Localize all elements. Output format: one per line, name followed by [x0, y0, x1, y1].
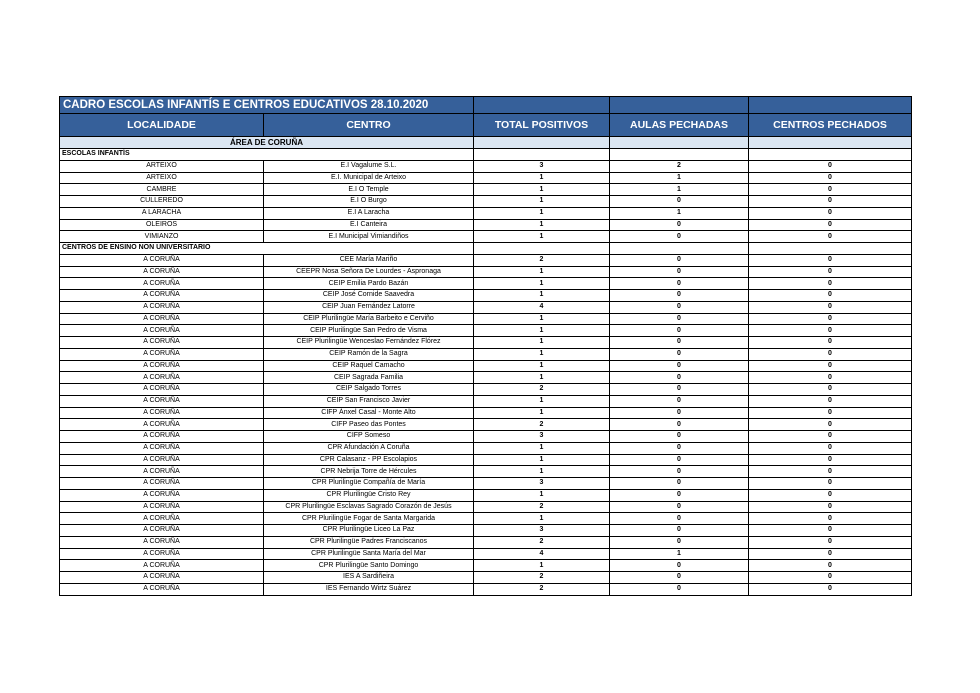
localidade-cell: A CORUÑA: [60, 254, 264, 266]
table-row: [60, 572, 912, 584]
title-blank-cell: [610, 97, 749, 114]
aulas-pechadas-cell: 0: [610, 419, 749, 431]
table-row: [60, 478, 912, 490]
section-blank-cell: [749, 243, 912, 255]
title-blank-cell: [474, 97, 610, 114]
centros-pechados-cell: 0: [749, 489, 912, 501]
total-positivos-cell: 1: [474, 348, 610, 360]
localidade-cell: A CORUÑA: [60, 536, 264, 548]
localidade-cell: A CORUÑA: [60, 348, 264, 360]
localidade-cell: A CORUÑA: [60, 583, 264, 595]
centros-pechados-cell: 0: [749, 395, 912, 407]
header-total-positivos: TOTAL POSITIVOS: [474, 114, 610, 137]
total-positivos-cell: 4: [474, 301, 610, 313]
aulas-pechadas-cell: 0: [610, 290, 749, 302]
localidade-cell: OLEIROS: [60, 219, 264, 231]
total-positivos-cell: 2: [474, 536, 610, 548]
localidade-cell: A CORUÑA: [60, 513, 264, 525]
centro-cell: CIFP Ánxel Casal - Monte Alto: [264, 407, 474, 419]
aulas-pechadas-cell: 0: [610, 325, 749, 337]
aulas-pechadas-cell: 1: [610, 207, 749, 219]
localidade-cell: A CORUÑA: [60, 384, 264, 396]
table-row: [60, 278, 912, 290]
total-positivos-cell: 1: [474, 337, 610, 349]
centro-cell: CPR Plurilingüe Cristo Rey: [264, 489, 474, 501]
centro-cell: E.I O Temple: [264, 184, 474, 196]
aulas-pechadas-cell: 0: [610, 337, 749, 349]
total-positivos-cell: 2: [474, 254, 610, 266]
table-row: [60, 548, 912, 560]
title-row: [60, 97, 912, 114]
centros-pechados-cell: 0: [749, 372, 912, 384]
centros-pechados-cell: 0: [749, 478, 912, 490]
table-row: [60, 184, 912, 196]
aulas-pechadas-cell: 0: [610, 266, 749, 278]
table-row: [60, 219, 912, 231]
table-row: [60, 325, 912, 337]
table-row: [60, 454, 912, 466]
total-positivos-cell: 3: [474, 525, 610, 537]
centro-cell: CEIP Plurilingüe Wenceslao Fernández Flórez: [264, 337, 474, 349]
total-positivos-cell: 1: [474, 325, 610, 337]
aulas-pechadas-cell: 0: [610, 454, 749, 466]
centro-cell: CEEPR Nosa Señora De Lourdes - Aspronaga: [264, 266, 474, 278]
total-positivos-cell: 1: [474, 489, 610, 501]
aulas-pechadas-cell: 0: [610, 313, 749, 325]
total-positivos-cell: 1: [474, 219, 610, 231]
localidade-cell: A CORUÑA: [60, 360, 264, 372]
centros-pechados-cell: 0: [749, 348, 912, 360]
total-positivos-cell: 1: [474, 407, 610, 419]
centro-cell: CPR Plurilingüe Santa María del Mar: [264, 548, 474, 560]
aulas-pechadas-cell: 1: [610, 548, 749, 560]
centros-pechados-cell: 0: [749, 548, 912, 560]
table-row: [60, 196, 912, 208]
centros-pechados-cell: 0: [749, 560, 912, 572]
table-row: [60, 160, 912, 172]
aulas-pechadas-cell: 0: [610, 384, 749, 396]
header-aulas-pechadas: AULAS PECHADAS: [610, 114, 749, 137]
aulas-pechadas-cell: 2: [610, 160, 749, 172]
centro-cell: E.I Vagalume S.L.: [264, 160, 474, 172]
centros-pechados-cell: 0: [749, 419, 912, 431]
localidade-cell: A CORUÑA: [60, 337, 264, 349]
table-row: [60, 254, 912, 266]
centro-cell: CEIP Sagrada Familia: [264, 372, 474, 384]
total-positivos-cell: 1: [474, 196, 610, 208]
table-row: [60, 536, 912, 548]
table-row: [60, 301, 912, 313]
area-row: [60, 137, 912, 149]
title-blank-cell: [749, 97, 912, 114]
centros-pechados-cell: 0: [749, 184, 912, 196]
table-row: [60, 466, 912, 478]
centro-cell: CPR Nebrija Torre de Hércules: [264, 466, 474, 478]
localidade-cell: A CORUÑA: [60, 395, 264, 407]
total-positivos-cell: 1: [474, 184, 610, 196]
centros-pechados-cell: 0: [749, 207, 912, 219]
centro-cell: CEE María Mariño: [264, 254, 474, 266]
aulas-pechadas-cell: 1: [610, 172, 749, 184]
aulas-pechadas-cell: 0: [610, 442, 749, 454]
centro-cell: E.I Canteira: [264, 219, 474, 231]
centros-pechados-cell: 0: [749, 219, 912, 231]
localidade-cell: A CORUÑA: [60, 325, 264, 337]
centro-cell: CEIP Plurilingüe San Pedro de Visma: [264, 325, 474, 337]
centros-pechados-cell: 0: [749, 266, 912, 278]
centro-cell: CEIP Raquel Camacho: [264, 360, 474, 372]
section-header-row: [60, 149, 912, 161]
table-row: [60, 231, 912, 243]
localidade-cell: A CORUÑA: [60, 525, 264, 537]
aulas-pechadas-cell: 0: [610, 360, 749, 372]
centros-pechados-cell: 0: [749, 313, 912, 325]
centro-cell: CEIP José Cornide Saavedra: [264, 290, 474, 302]
centros-pechados-cell: 0: [749, 454, 912, 466]
aulas-pechadas-cell: 0: [610, 348, 749, 360]
aulas-pechadas-cell: 0: [610, 196, 749, 208]
centro-cell: IES Fernando Wirtz Suárez: [264, 583, 474, 595]
table-row: [60, 419, 912, 431]
centro-cell: E.I. Municipal de Arteixo: [264, 172, 474, 184]
total-positivos-cell: 1: [474, 442, 610, 454]
localidade-cell: A CORUÑA: [60, 489, 264, 501]
total-positivos-cell: 2: [474, 572, 610, 584]
total-positivos-cell: 1: [474, 266, 610, 278]
centro-cell: CEIP Salgado Torres: [264, 384, 474, 396]
total-positivos-cell: 2: [474, 501, 610, 513]
aulas-pechadas-cell: 0: [610, 572, 749, 584]
centros-pechados-cell: 0: [749, 501, 912, 513]
area-blank-cell: [474, 137, 610, 149]
section-blank-cell: [474, 243, 610, 255]
total-positivos-cell: 1: [474, 395, 610, 407]
centros-pechados-cell: 0: [749, 572, 912, 584]
table-row: [60, 290, 912, 302]
centro-cell: E.I A Laracha: [264, 207, 474, 219]
total-positivos-cell: 1: [474, 513, 610, 525]
centro-cell: CPR Plurilingüe Compañía de María: [264, 478, 474, 490]
localidade-cell: A LARACHA: [60, 207, 264, 219]
table-row: [60, 372, 912, 384]
section-blank-cell: [474, 149, 610, 161]
centros-pechados-cell: 0: [749, 583, 912, 595]
centros-pechados-cell: 0: [749, 196, 912, 208]
section-blank-cell: [749, 149, 912, 161]
table-row: [60, 266, 912, 278]
table-row: [60, 337, 912, 349]
total-positivos-cell: 1: [474, 560, 610, 572]
table-row: [60, 489, 912, 501]
table-row: [60, 207, 912, 219]
section-title: CENTROS DE ENSINO NON UNIVERSITARIO: [60, 243, 474, 255]
centros-pechados-cell: 0: [749, 231, 912, 243]
centro-cell: CEIP Juan Fernández Latorre: [264, 301, 474, 313]
table-row: [60, 172, 912, 184]
centros-pechados-cell: 0: [749, 172, 912, 184]
centros-pechados-cell: 0: [749, 160, 912, 172]
centro-cell: CPR Plurilingüe Fogar de Santa Margarida: [264, 513, 474, 525]
aulas-pechadas-cell: 0: [610, 372, 749, 384]
aulas-pechadas-cell: 0: [610, 254, 749, 266]
aulas-pechadas-cell: 0: [610, 231, 749, 243]
centro-cell: CEIP Plurilingüe María Barbeito e Cerviño: [264, 313, 474, 325]
total-positivos-cell: 3: [474, 478, 610, 490]
localidade-cell: A CORUÑA: [60, 266, 264, 278]
table-row: [60, 501, 912, 513]
total-positivos-cell: 4: [474, 548, 610, 560]
centros-pechados-cell: 0: [749, 290, 912, 302]
centros-pechados-cell: 0: [749, 536, 912, 548]
table-row: [60, 431, 912, 443]
localidade-cell: A CORUÑA: [60, 372, 264, 384]
centro-cell: E.I Municipal Vimiandiños: [264, 231, 474, 243]
localidade-cell: ARTEIXO: [60, 160, 264, 172]
localidade-cell: A CORUÑA: [60, 548, 264, 560]
section-blank-cell: [610, 149, 749, 161]
aulas-pechadas-cell: 0: [610, 489, 749, 501]
aulas-pechadas-cell: 0: [610, 583, 749, 595]
centro-cell: CIFP Someso: [264, 431, 474, 443]
localidade-cell: A CORUÑA: [60, 560, 264, 572]
table-row: [60, 513, 912, 525]
localidade-cell: A CORUÑA: [60, 419, 264, 431]
centros-pechados-cell: 0: [749, 442, 912, 454]
total-positivos-cell: 1: [474, 313, 610, 325]
centros-pechados-cell: 0: [749, 466, 912, 478]
total-positivos-cell: 1: [474, 207, 610, 219]
centro-cell: CPR Plurilingüe Padres Franciscanos: [264, 536, 474, 548]
aulas-pechadas-cell: 1: [610, 184, 749, 196]
centros-pechados-cell: 0: [749, 407, 912, 419]
centro-cell: CIFP Paseo das Pontes: [264, 419, 474, 431]
aulas-pechadas-cell: 0: [610, 301, 749, 313]
table-row: [60, 560, 912, 572]
aulas-pechadas-cell: 0: [610, 431, 749, 443]
header-centro: CENTRO: [264, 114, 474, 137]
total-positivos-cell: 3: [474, 431, 610, 443]
table-row: [60, 525, 912, 537]
table-row: [60, 313, 912, 325]
aulas-pechadas-cell: 0: [610, 466, 749, 478]
table-row: [60, 407, 912, 419]
table-row: [60, 384, 912, 396]
total-positivos-cell: 1: [474, 466, 610, 478]
localidade-cell: A CORUÑA: [60, 466, 264, 478]
localidade-cell: A CORUÑA: [60, 431, 264, 443]
table-row: [60, 442, 912, 454]
centro-cell: CEIP San Francisco Javier: [264, 395, 474, 407]
total-positivos-cell: 2: [474, 583, 610, 595]
section-title: ESCOLAS INFANTÍS: [60, 149, 474, 161]
centro-cell: IES A Sardiñeira: [264, 572, 474, 584]
total-positivos-cell: 1: [474, 278, 610, 290]
localidade-cell: A CORUÑA: [60, 407, 264, 419]
centro-cell: CPR Calasanz - PP Escolapios: [264, 454, 474, 466]
table-row: [60, 395, 912, 407]
aulas-pechadas-cell: 0: [610, 407, 749, 419]
localidade-cell: A CORUÑA: [60, 501, 264, 513]
total-positivos-cell: 1: [474, 372, 610, 384]
centro-cell: CPR Plurilingüe Liceo La Paz: [264, 525, 474, 537]
centros-pechados-cell: 0: [749, 525, 912, 537]
schools-table: [59, 96, 912, 596]
aulas-pechadas-cell: 0: [610, 513, 749, 525]
centros-pechados-cell: 0: [749, 278, 912, 290]
header-centros-pechados: CENTROS PECHADOS: [749, 114, 912, 137]
aulas-pechadas-cell: 0: [610, 560, 749, 572]
aulas-pechadas-cell: 0: [610, 278, 749, 290]
centro-cell: CEIP Emilia Pardo Bazán: [264, 278, 474, 290]
table-row: [60, 348, 912, 360]
total-positivos-cell: 3: [474, 160, 610, 172]
localidade-cell: CULLEREDO: [60, 196, 264, 208]
table-title: CADRO ESCOLAS INFANTÍS E CENTROS EDUCATIVOS 28.10.2020: [60, 97, 474, 114]
table-row: [60, 583, 912, 595]
centros-pechados-cell: 0: [749, 384, 912, 396]
localidade-cell: A CORUÑA: [60, 301, 264, 313]
total-positivos-cell: 1: [474, 290, 610, 302]
total-positivos-cell: 1: [474, 454, 610, 466]
centros-pechados-cell: 0: [749, 325, 912, 337]
total-positivos-cell: 2: [474, 384, 610, 396]
section-blank-cell: [610, 243, 749, 255]
table-row: [60, 360, 912, 372]
localidade-cell: A CORUÑA: [60, 478, 264, 490]
area-blank-cell: [610, 137, 749, 149]
localidade-cell: VIMIANZO: [60, 231, 264, 243]
localidade-cell: A CORUÑA: [60, 572, 264, 584]
header-localidade: LOCALIDADE: [60, 114, 264, 137]
covid-schools-sheet: [59, 96, 911, 596]
localidade-cell: A CORUÑA: [60, 454, 264, 466]
aulas-pechadas-cell: 0: [610, 478, 749, 490]
centros-pechados-cell: 0: [749, 360, 912, 372]
area-blank-cell: [749, 137, 912, 149]
area-label: ÁREA DE CORUÑA: [60, 137, 474, 149]
centros-pechados-cell: 0: [749, 513, 912, 525]
header-row: [60, 114, 912, 137]
total-positivos-cell: 1: [474, 360, 610, 372]
localidade-cell: A CORUÑA: [60, 278, 264, 290]
localidade-cell: A CORUÑA: [60, 313, 264, 325]
total-positivos-cell: 2: [474, 419, 610, 431]
centro-cell: CPR Plurilingüe Esclavas Sagrado Corazón de Jesús: [264, 501, 474, 513]
centro-cell: CEIP Ramón de la Sagra: [264, 348, 474, 360]
total-positivos-cell: 1: [474, 231, 610, 243]
section-header-row: [60, 243, 912, 255]
aulas-pechadas-cell: 0: [610, 395, 749, 407]
aulas-pechadas-cell: 0: [610, 219, 749, 231]
aulas-pechadas-cell: 0: [610, 536, 749, 548]
localidade-cell: A CORUÑA: [60, 442, 264, 454]
localidade-cell: CAMBRE: [60, 184, 264, 196]
centros-pechados-cell: 0: [749, 254, 912, 266]
centro-cell: E.I O Burgo: [264, 196, 474, 208]
centro-cell: CPR Plurilingüe Santo Domingo: [264, 560, 474, 572]
centros-pechados-cell: 0: [749, 337, 912, 349]
centro-cell: CPR Afundación A Coruña: [264, 442, 474, 454]
localidade-cell: A CORUÑA: [60, 290, 264, 302]
aulas-pechadas-cell: 0: [610, 501, 749, 513]
centros-pechados-cell: 0: [749, 301, 912, 313]
localidade-cell: ARTEIXO: [60, 172, 264, 184]
aulas-pechadas-cell: 0: [610, 525, 749, 537]
total-positivos-cell: 1: [474, 172, 610, 184]
centros-pechados-cell: 0: [749, 431, 912, 443]
